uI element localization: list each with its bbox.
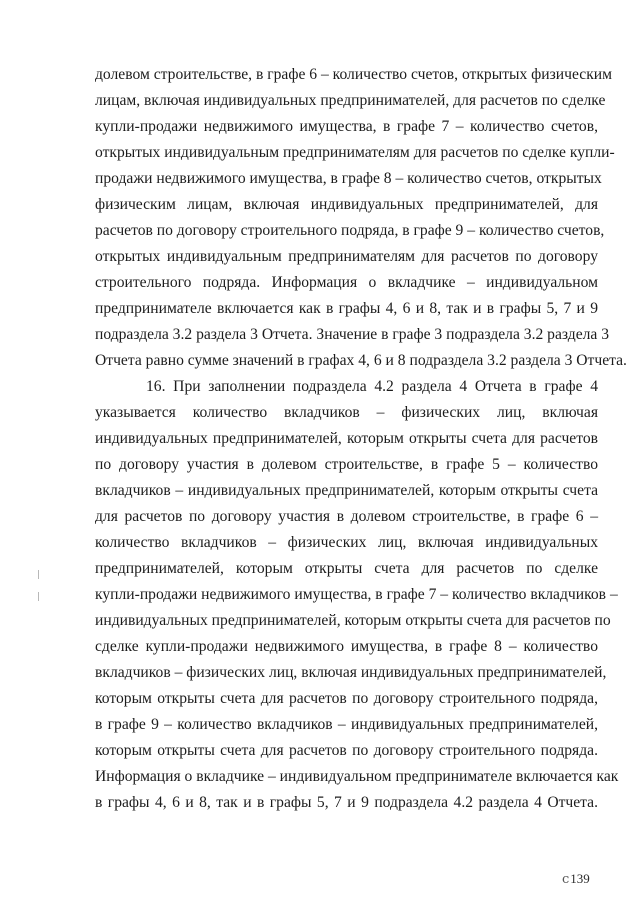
- page-number-value: 139: [570, 871, 590, 886]
- text-line: вкладчиков – физических лиц, включая индивидуальных предпринимателей,: [95, 664, 607, 681]
- text-line: физическим лицам, включая индивидуальных предпринимателей, для: [95, 196, 598, 213]
- scan-edge-mark: [38, 592, 39, 601]
- text-line: в графы 4, 6 и 8, так и в графы 5, 7 и 9 подраздела 4.2 раздела 4 Отчета.: [95, 794, 598, 811]
- text-line: в графе 9 – количество вкладчиков – индивидуальных предпринимателей,: [95, 716, 598, 733]
- text-line: которым открыты счета для расчетов по договору строительного подряда,: [95, 690, 598, 707]
- text-line: купли-продажи недвижимого имущества, в графе 7 – количество вкладчиков –: [95, 586, 618, 603]
- text-line: Информация о вкладчике – индивидуальном предпринимателе включается как: [95, 768, 619, 785]
- text-line: вкладчиков – индивидуальных предпринимателей, которым открыты счета: [95, 482, 598, 499]
- text-line: продажи недвижимого имущества, в графе 8 – количество счетов, открытых: [95, 170, 602, 187]
- text-line: расчетов по договору строительного подряда, в графе 9 – количество счетов,: [95, 222, 605, 239]
- text-line: лицам, включая индивидуальных предпринимателей, для расчетов по сделке: [95, 92, 606, 109]
- text-line: указывается количество вкладчиков – физических лиц, включая: [95, 404, 598, 421]
- text-line: долевом строительстве, в графе 6 – количество счетов, открытых физическим: [95, 66, 612, 83]
- page-mark-icon: ⅽ: [562, 871, 570, 886]
- scan-edge-mark: [38, 570, 39, 579]
- text-line: индивидуальных предпринимателей, которым открыты счета для расчетов по: [95, 612, 611, 629]
- text-line: строительного подряда. Информация о вкладчике – индивидуальном: [95, 274, 598, 291]
- text-line: которым открыты счета для расчетов по договору строительного подряда.: [95, 742, 598, 759]
- text-line: открытых индивидуальным предпринимателям для расчетов по сделке купли-: [95, 144, 615, 161]
- text-line: предпринимателей, которым открыты счета для расчетов по сделке: [95, 560, 598, 577]
- text-line: купли-продажи недвижимого имущества, в графе 7 – количество счетов,: [95, 118, 598, 135]
- paragraph-16-first-line: 16. При заполнении подраздела 4.2 раздела 4 Отчета в графе 4: [146, 378, 598, 395]
- text-line: для расчетов по договору участия в долевом строительстве, в графе 6 –: [95, 508, 598, 525]
- text-line: количество вкладчиков – физических лиц, включая индивидуальных: [95, 534, 598, 551]
- text-line: предпринимателе включается как в графы 4, 6 и 8, так и в графы 5, 7 и 9: [95, 300, 598, 317]
- page-number: [562, 871, 590, 887]
- text-line: подраздела 3.2 раздела 3 Отчета. Значение в графе 3 подраздела 3.2 раздела 3: [95, 326, 610, 343]
- text-line: открытых индивидуальным предпринимателям для расчетов по договору: [95, 248, 598, 265]
- text-line: по договору участия в долевом строительстве, в графе 5 – количество: [95, 456, 598, 473]
- text-line: сделке купли-продажи недвижимого имущества, в графе 8 – количество: [95, 638, 598, 655]
- text-line: индивидуальных предпринимателей, которым открыты счета для расчетов: [95, 430, 598, 447]
- text-line: Отчета равно сумме значений в графах 4, 6 и 8 подраздела 3.2 раздела 3 Отчета.: [95, 352, 627, 369]
